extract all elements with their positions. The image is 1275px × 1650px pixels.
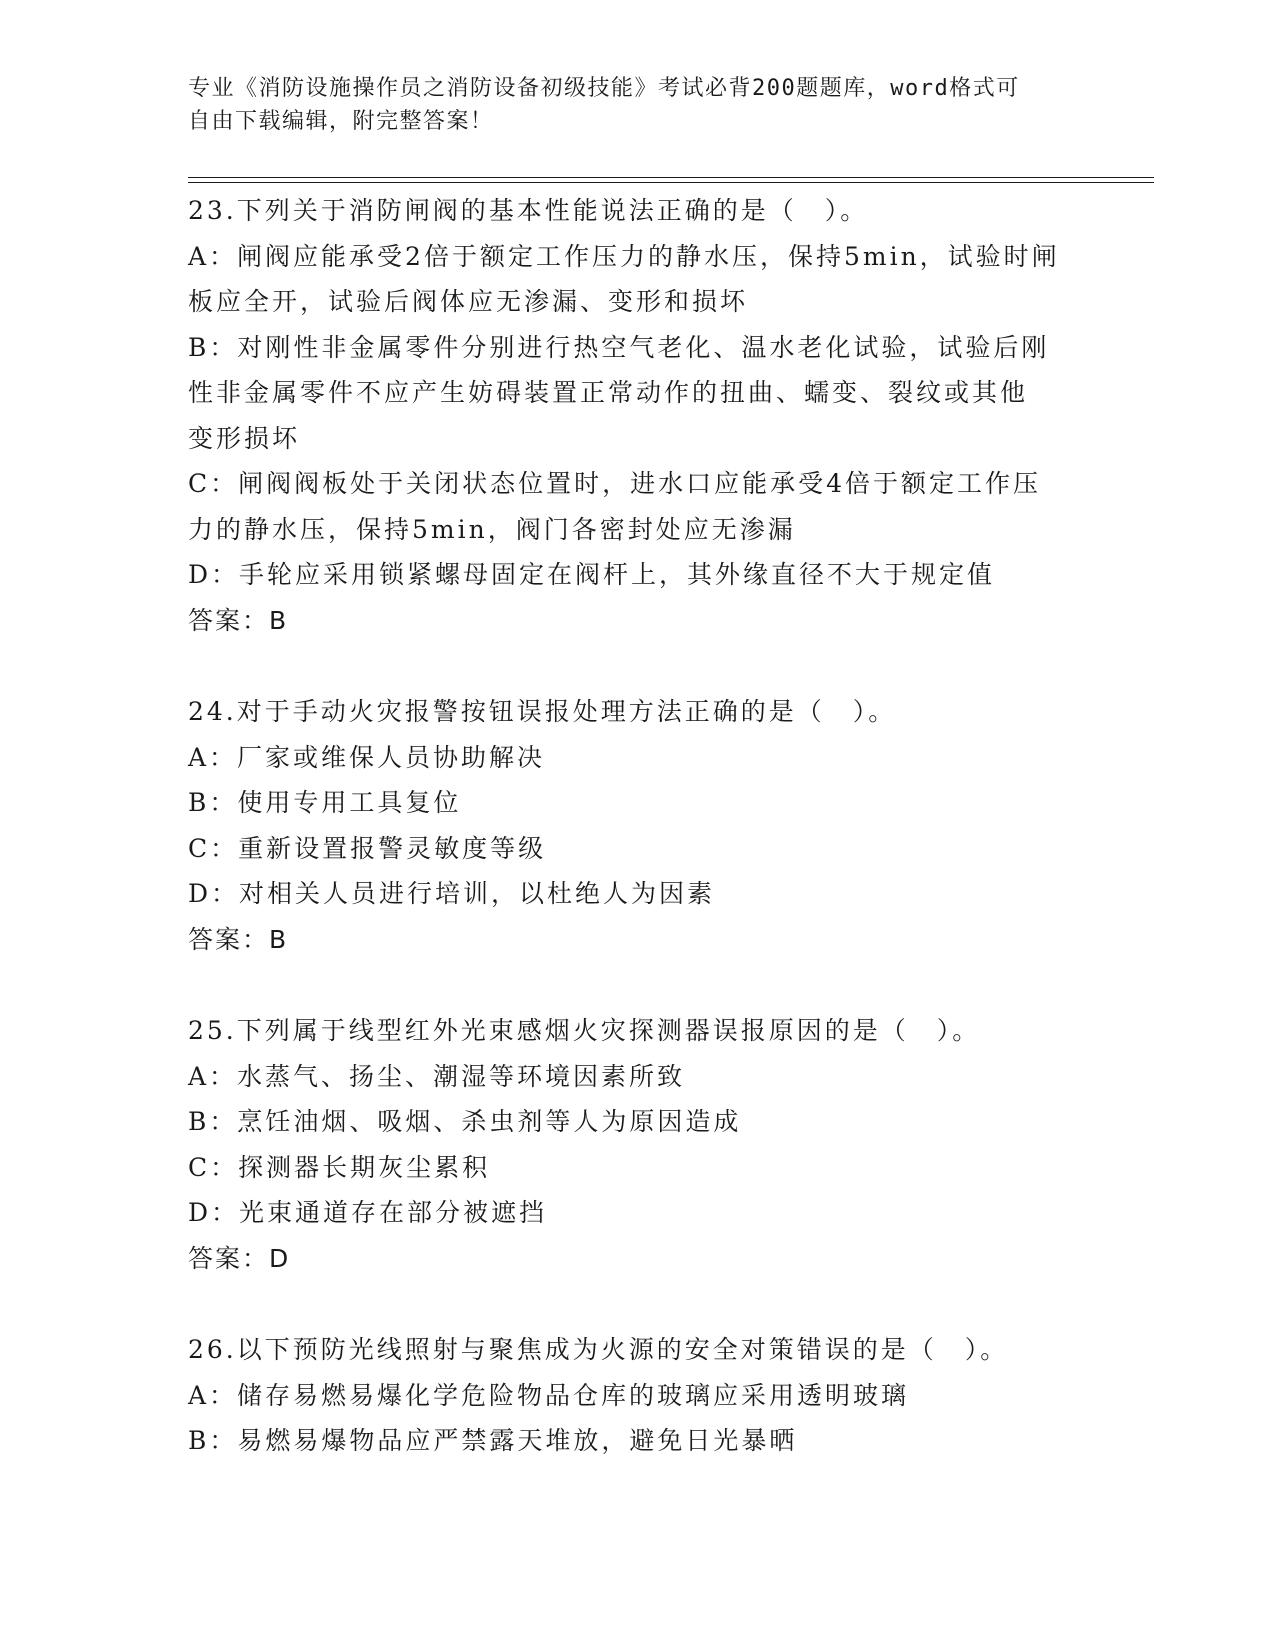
question-stem: 26.以下预防光线照射与聚焦成为火源的安全对策错误的是（ ）。	[188, 1335, 1009, 1364]
option-b-line: 性非金属零件不应产生妨碍装置正常动作的扭曲、蠕变、裂纹或其他	[188, 378, 1029, 407]
option-a-line: A：闸阀应能承受2倍于额定工作压力的静水压，保持5min，试验时闸	[188, 241, 1060, 271]
header-divider-bottom	[188, 182, 1154, 183]
option-b-line: B：使用专用工具复位	[188, 788, 462, 817]
option-b-line: 变形损坏	[188, 423, 301, 453]
option-b-line: B：易燃易爆物品应严禁露天堆放，避免日光暴晒	[188, 1426, 798, 1455]
option-c-line: C：闸阀阀板处于关闭状态位置时，进水口应能承受4倍于额定工作压	[188, 469, 1042, 498]
option-b-line: B：对刚性非金属零件分别进行热空气老化、温水老化试验，试验后刚	[188, 332, 1050, 362]
option-d-line: D：对相关人员进行培训，以杜绝人为因素	[188, 879, 716, 908]
option-d-line: D：光束通道存在部分被遮挡	[188, 1198, 548, 1227]
answer-label: 答案：B	[188, 605, 289, 635]
option-a-line: A：水蒸气、扬尘、潮湿等环境因素所致	[188, 1061, 686, 1091]
option-c-line: 力的静水压，保持5min，阀门各密封处应无渗漏	[188, 514, 796, 544]
header-divider-top	[188, 177, 1154, 178]
document-header	[188, 72, 1088, 138]
question-stem: 23.下列关于消防闸阀的基本性能说法正确的是（ ）。	[188, 196, 869, 225]
question-25	[188, 1008, 1088, 1281]
question-24	[188, 689, 1088, 962]
question-list	[188, 188, 1088, 1464]
option-a-line: 板应全开，试验后阀体应无渗漏、变形和损坏	[188, 287, 749, 316]
answer-label: 答案：B	[188, 924, 289, 954]
question-23	[188, 188, 1088, 643]
header-title-line-2: 自由下载编辑，附完整答案！	[188, 109, 494, 134]
option-a-line: A：储存易燃易爆化学危险物品仓库的玻璃应采用透明玻璃	[188, 1380, 910, 1410]
question-stem: 25.下列属于线型红外光束感烟火灾探测器误报原因的是（ ）。	[188, 1016, 981, 1045]
header-title-line-1: 专业《消防设施操作员之消防设备初级技能》考试必背200题题库，word格式可	[188, 76, 1020, 101]
question-stem: 24.对于手动火灾报警按钮误报处理方法正确的是（ ）。	[188, 697, 897, 726]
option-c-line: C：重新设置报警灵敏度等级	[188, 833, 547, 863]
answer-label: 答案：D	[188, 1243, 291, 1273]
option-a-line: A：厂家或维保人员协助解决	[188, 742, 546, 772]
option-d-line: D：手轮应采用锁紧螺母固定在阀杆上，其外缘直径不大于规定值	[188, 560, 996, 589]
option-b-line: B：烹饪油烟、吸烟、杀虫剂等人为原因造成	[188, 1107, 742, 1136]
question-26	[188, 1327, 1088, 1464]
option-c-line: C：探测器长期灰尘累积	[188, 1152, 491, 1182]
